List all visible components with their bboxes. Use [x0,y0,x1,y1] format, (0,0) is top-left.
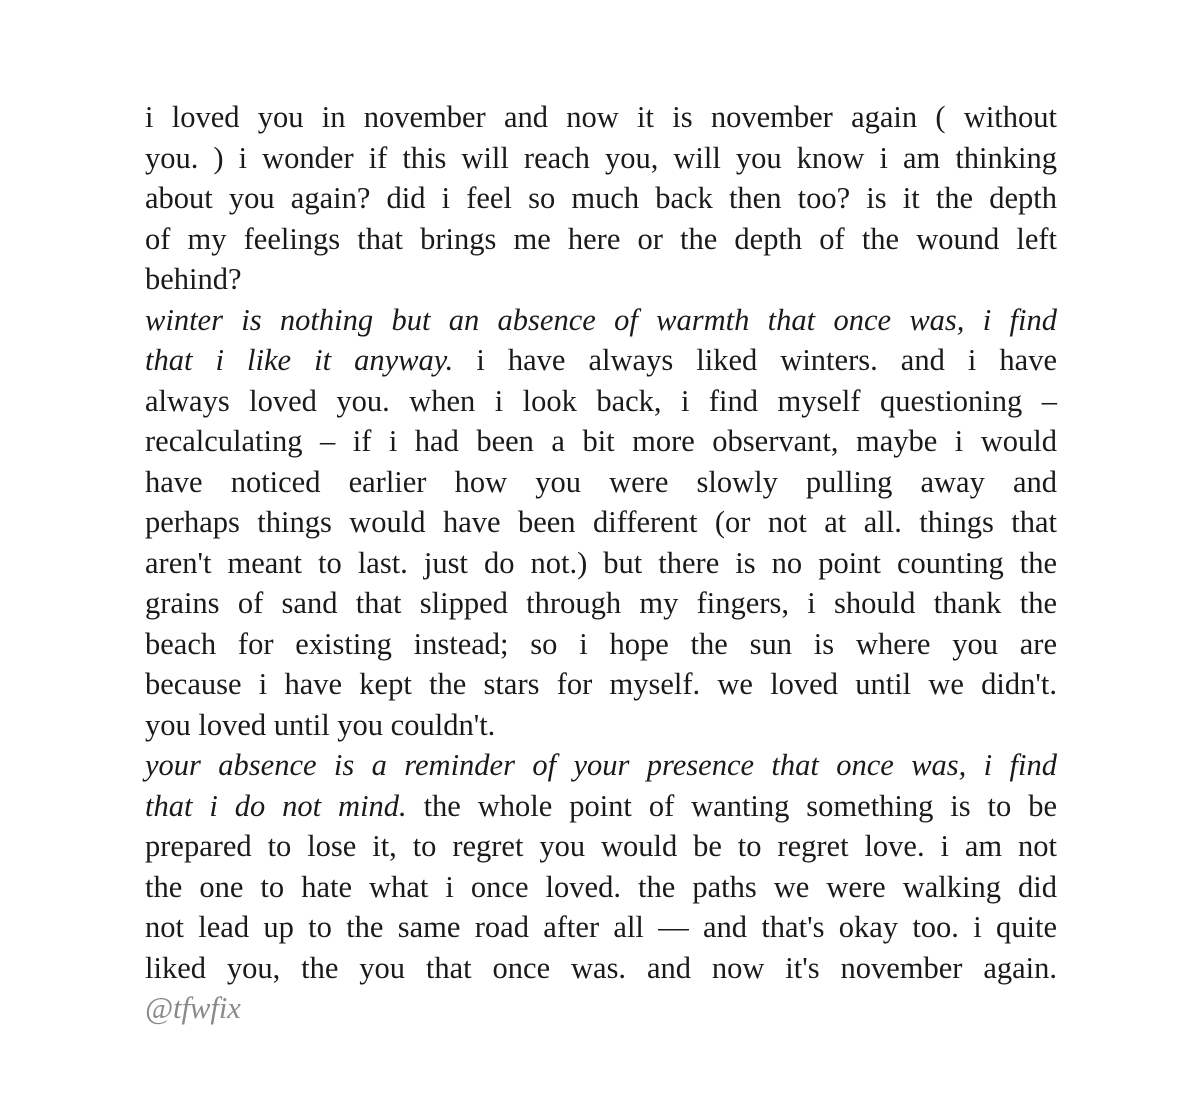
poem-text-block [145,97,1057,1029]
author-signature: @tfwfix [145,991,241,1025]
poem-line: behind? [145,262,242,296]
poem-line: your absence is a reminder of your presence that once was, i find [145,748,1057,782]
poem-line: always loved you. when i look back, i find myself questioning – [145,383,1057,418]
poem-line: i loved you in november and now it is november again ( without [145,100,1057,134]
poem-line: the one to hate what i once loved. the paths we were walking did [145,869,1057,904]
poem-line: that i like it anyway. i have always liked winters. and i have [145,343,1057,377]
poem-line: that i do not mind. the whole point of wanting something is to be [145,788,1057,823]
poem-line: beach for existing instead; so i hope the sun is where you are [145,626,1057,661]
poem-line: because i have kept the stars for myself. we loved until we didn't. [145,667,1057,701]
poem-line: recalculating – if i had been a bit more observant, maybe i would [145,424,1057,458]
poem-line: of my feelings that brings me here or the depth of the wound left [145,221,1057,256]
poem-line: not lead up to the same road after all — and that's okay too. i quite [145,910,1057,944]
poem-line: perhaps things would have been different (or not at all. things that [145,505,1057,539]
poem-line: aren't meant to last. just do not.) but there is no point counting the [145,545,1057,580]
poem-line: liked you, the you that once was. and now it's november again. [145,950,1057,985]
poem-line: you. ) i wonder if this will reach you, will you know i am thinking [145,140,1057,175]
poem-line: winter is nothing but an absence of warmth that once was, i find [145,302,1057,337]
poem-line: grains of sand that slipped through my fingers, i should thank the [145,586,1057,620]
poem-line: prepared to lose it, to regret you would be to regret love. i am not [145,829,1057,863]
poem-line: about you again? did i feel so much back then too? is it the depth [145,181,1057,215]
poem-line: have noticed earlier how you were slowly pulling away and [145,464,1057,499]
poem-line: you loved until you couldn't. [145,707,496,742]
